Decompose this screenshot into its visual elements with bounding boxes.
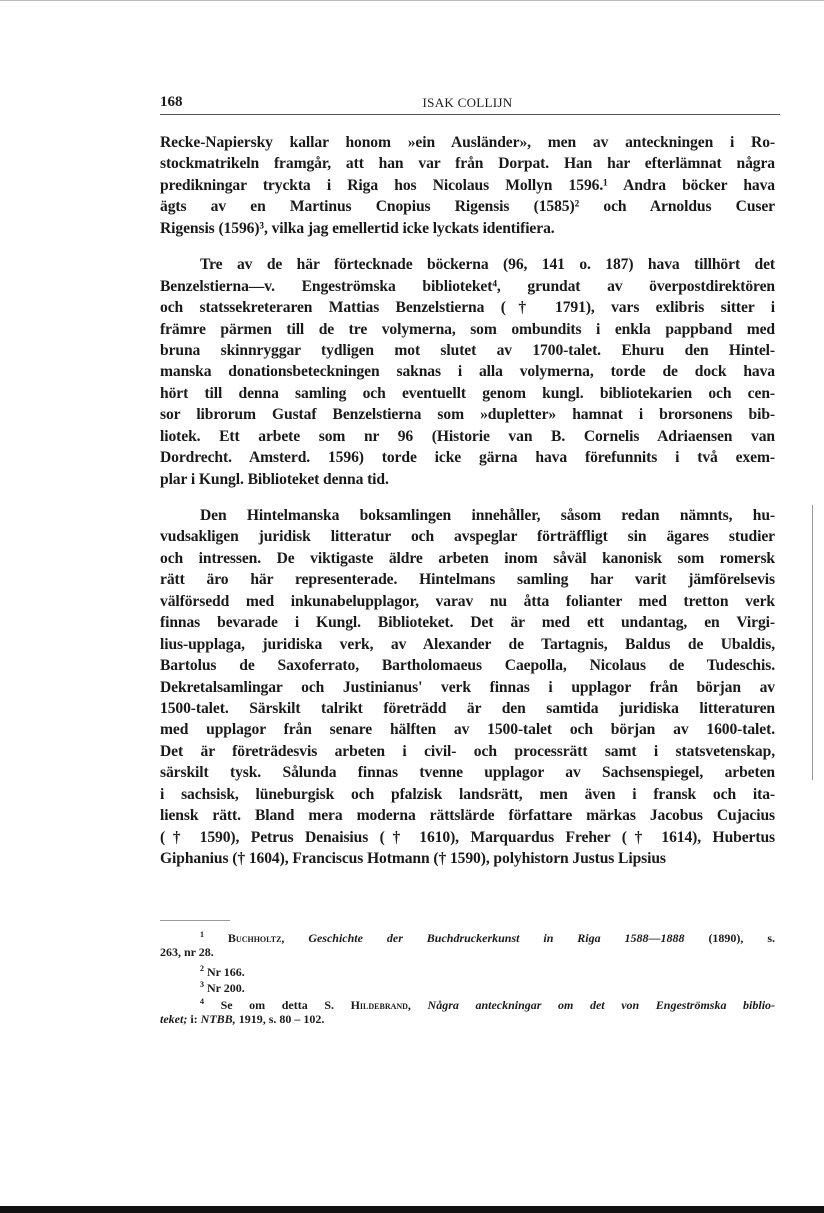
text-line-content: hört till denna samling och eventuellt genom kungl. bibliotekarien och cen- bbox=[160, 384, 775, 402]
text-line-content: vudsakligen juridisk litteratur och avspeglar förträffligt sin ägares studier bbox=[160, 528, 775, 546]
text-line bbox=[160, 469, 775, 490]
page-header bbox=[160, 94, 775, 114]
text-line bbox=[160, 447, 775, 468]
text-line-content: rätt äro här representerade. Hintelmans samling har varit jämförelsevis bbox=[160, 571, 775, 589]
text-line-content: särskilt tysk. Sålunda finnas tvenne upplagor av Sachsenspiegel, arbeten bbox=[160, 764, 775, 782]
footnote-rule bbox=[160, 920, 230, 921]
text-line-content: 1500-talet. Särskilt talrikt företrädd är den samtida juridiska litteraturen bbox=[160, 699, 775, 717]
footnote-1-cont: 263, nr 28. bbox=[160, 944, 214, 959]
text-line bbox=[160, 276, 775, 297]
paragraph-gap bbox=[160, 490, 775, 505]
text-line bbox=[160, 655, 775, 676]
scan-edge-right bbox=[812, 505, 813, 780]
text-line bbox=[160, 526, 775, 547]
text-line bbox=[160, 677, 775, 698]
text-line bbox=[160, 297, 775, 318]
text-line bbox=[160, 612, 775, 633]
text-line bbox=[160, 254, 775, 275]
text-line-content: Dordrecht. Amsterd. 1596) torde icke gärna hava förefunnits i två exem- bbox=[160, 449, 775, 467]
text-line-content: liensk rätt. Bland mera moderna rättslärde författare märkas Jacobus Cujacius bbox=[160, 807, 775, 825]
text-line bbox=[160, 634, 775, 655]
text-line bbox=[160, 698, 775, 719]
text-line-content: Dekretalsamlingar och Justinianus' verk finnas i upplagor från början av bbox=[160, 678, 775, 696]
text-line-content: Tre av de här förtecknade böckerna (96, 141 o. 187) hava tillhört det bbox=[200, 256, 775, 274]
footnote-4-cont: teket; i: NTBB, 1919, s. 80 – 102. bbox=[160, 1011, 325, 1026]
text-line bbox=[160, 175, 775, 196]
text-line-content: med upplagor från senare hälften av 1500-talet och början av 1600-talet. bbox=[160, 721, 775, 739]
text-line bbox=[160, 404, 775, 425]
text-line-content: ägts av en Martinus Cnopius Rigensis (1585)² och Arnoldus Cuser bbox=[160, 198, 775, 216]
text-line bbox=[160, 827, 775, 848]
text-line-content: finnas bevarade i Kungl. Biblioteket. Det är med ett undantag, en Virgi- bbox=[160, 614, 775, 632]
text-line bbox=[160, 153, 775, 174]
text-line-content: Den Hintelmanska boksamlingen innehåller, såsom redan nämnts, hu- bbox=[200, 507, 775, 524]
text-line bbox=[160, 505, 775, 526]
running-title: ISAK COLLIJN bbox=[422, 95, 513, 110]
text-line bbox=[160, 719, 775, 740]
text-line-content: stockmatrikeln framgår, att han var från Dorpat. Han har efterlämnat några bbox=[160, 155, 775, 173]
text-line-content: plar i Kungl. Biblioteket denna tid. bbox=[160, 470, 389, 488]
text-line-content: manska donationsbeteckningen saknas i alla volymerna, torde de dock hava bbox=[160, 363, 775, 381]
text-line-content: Rigensis (1596)³, vilka jag emellertid icke lyckats identifiera. bbox=[160, 219, 555, 237]
paragraph-gap bbox=[160, 239, 775, 254]
body-text bbox=[160, 132, 775, 869]
text-line-content: Bartolus de Saxoferrato, Bartholomaeus Caepolla, Nicolaus de Tudeschis. bbox=[160, 657, 775, 675]
page-number: 168 bbox=[160, 94, 183, 110]
text-line-content: och intressen. De viktigaste äldre arbeten inom såväl kanonisk som romersk bbox=[160, 549, 775, 567]
text-line-content: sor librorum Gustaf Benzelstierna som »dupletter» hamnat i brorsonens bib- bbox=[160, 406, 775, 424]
text-line-content: Giphanius († 1604), Franciscus Hotmann († 1590), polyhistorn Justus Lipsius bbox=[160, 850, 666, 867]
text-line-content: liotek. Ett arbete som nr 96 (Historie van B. Cornelis Adriaensen van bbox=[160, 427, 775, 445]
footnote-1: $^1$ Buchholtz, Geschichte der Buchdruckerkunst in Riga 1588—1888 (1890), s. bbox=[200, 930, 776, 945]
text-line bbox=[160, 361, 775, 382]
scan-edge-bottom bbox=[0, 1206, 824, 1213]
text-line bbox=[160, 426, 775, 447]
text-line bbox=[160, 784, 775, 805]
footnote-3: $^3$ Nr 200. bbox=[200, 980, 245, 996]
footnotes bbox=[160, 927, 775, 1028]
text-line bbox=[160, 548, 775, 569]
header-rule bbox=[160, 114, 780, 115]
footnote-2: $^2$ Nr 166. bbox=[200, 963, 245, 979]
text-line-content: († 1590), Petrus Denaisius († 1610), Marquardus Freher († 1614), Hubertus bbox=[160, 828, 775, 846]
text-line-content: Det är företrädesvis arbeten i civil- och processrätt samt i statsvetenskap, bbox=[160, 742, 775, 760]
text-line bbox=[160, 340, 775, 361]
text-line bbox=[160, 196, 775, 217]
footnote-4: $^4$ Se om detta S. Hildebrand, Några anteckningar om det von Engeströmska biblio- bbox=[200, 997, 776, 1013]
text-line-content: främre pärmen till de tre volymerna, som ombundits i enkla pappband med bbox=[160, 320, 775, 338]
text-line bbox=[160, 805, 775, 826]
text-line bbox=[160, 591, 775, 612]
text-line bbox=[160, 218, 775, 239]
text-line-content: bruna skinnryggar tydligen mot slutet av 1700-talet. Ehuru den Hintel- bbox=[160, 341, 775, 359]
text-line bbox=[160, 569, 775, 590]
text-line-content: predikningar tryckta i Riga hos Nicolaus Mollyn 1596.¹ Andra böcker hava bbox=[160, 176, 775, 194]
text-line bbox=[160, 848, 775, 869]
text-line-content: lius-upplaga, juridiska verk, av Alexander de Tartagnis, Baldus de Ubaldis, bbox=[160, 635, 775, 653]
text-line bbox=[160, 741, 775, 762]
text-line bbox=[160, 132, 775, 153]
scan-edge-top bbox=[0, 0, 824, 4]
text-line-content: i sachsisk, lüneburgisk och pfalzisk landsrätt, men även i fransk och ita- bbox=[160, 785, 775, 803]
text-line-content: välförsedd med inkunabelupplagor, varav nu åtta folianter med tretton verk bbox=[160, 592, 775, 610]
text-line bbox=[160, 383, 775, 404]
text-line bbox=[160, 762, 775, 783]
text-line bbox=[160, 319, 775, 340]
text-line-content: Benzelstierna—v. Engeströmska biblioteket⁴, grundat av överpostdirektören bbox=[160, 277, 775, 295]
text-line-content: Recke-Napiersky kallar honom »ein Ausländer», men av anteckningen i Ro- bbox=[160, 134, 775, 151]
text-line-content: och statssekreteraren Mattias Benzelstierna († 1791), vars exlibris sitter i bbox=[160, 299, 775, 317]
